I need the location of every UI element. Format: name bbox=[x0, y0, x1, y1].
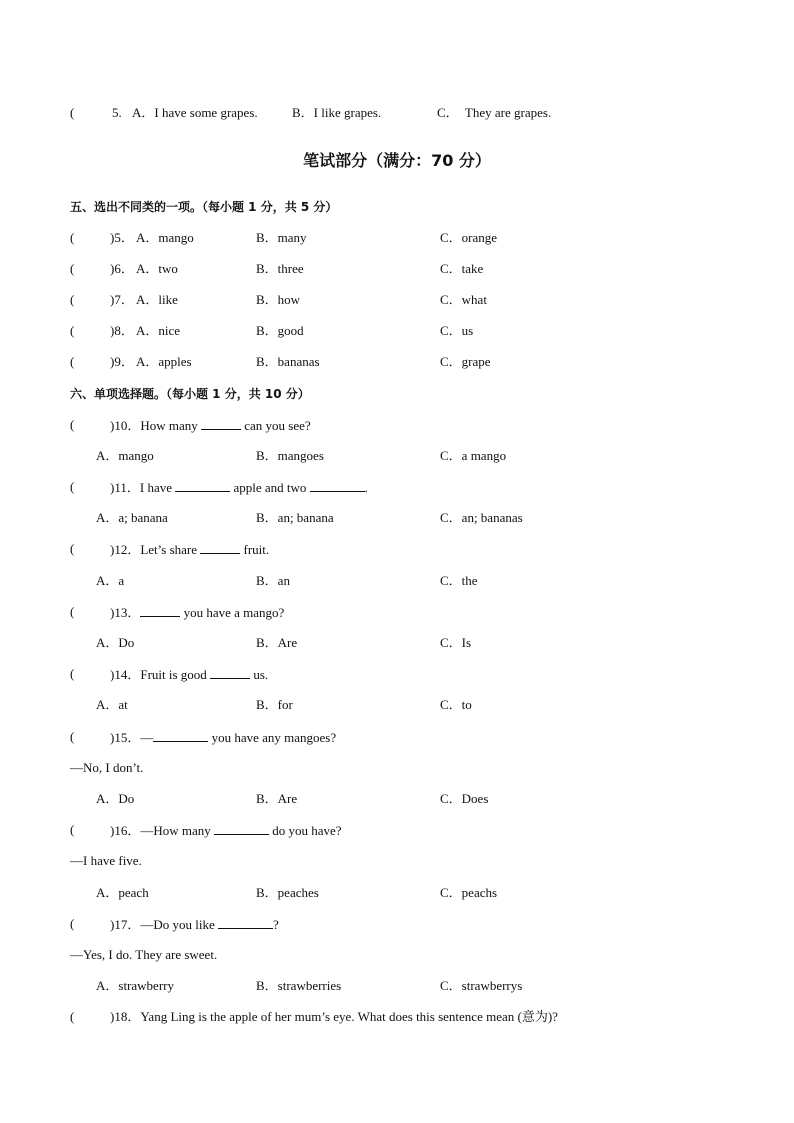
answer-paren: ( bbox=[70, 1009, 75, 1024]
option-b: B．I like grapes. bbox=[292, 105, 382, 120]
answer-blank bbox=[210, 666, 250, 679]
option-a: A．mango bbox=[96, 448, 154, 463]
answer-blank bbox=[310, 479, 365, 492]
section-6-title: 六、单项选择题。（每小题 1 分，共 10 分） bbox=[70, 387, 310, 401]
option-c: C．Does bbox=[440, 791, 489, 806]
answer-paren: ( bbox=[70, 541, 75, 556]
option-c: C．a mango bbox=[440, 448, 507, 463]
item-number: )9． bbox=[110, 354, 134, 369]
option-b: B．for bbox=[256, 697, 293, 712]
stem: )15．— you have any mangoes? bbox=[110, 730, 337, 745]
answer-blank bbox=[218, 916, 273, 929]
answer-paren: ( bbox=[70, 729, 75, 744]
answer-paren: ( bbox=[70, 822, 75, 837]
answer-paren: ( bbox=[70, 261, 75, 276]
option-c: C．us bbox=[440, 323, 474, 338]
answer-paren: ( bbox=[70, 916, 75, 931]
answer-paren: ( bbox=[70, 604, 75, 619]
written-part-title: 笔试部分（满分：70 分） bbox=[303, 151, 491, 170]
option-c: C．grape bbox=[440, 354, 491, 369]
stem: )10．How many can you see? bbox=[110, 418, 311, 433]
answer-paren: ( bbox=[70, 230, 75, 245]
item-number: )7． bbox=[110, 292, 134, 307]
option-c: C．to bbox=[440, 697, 472, 712]
option-a: A．nice bbox=[136, 323, 181, 338]
option-a: A．two bbox=[136, 261, 178, 276]
option-b: B．Are bbox=[256, 635, 298, 650]
option-b: B．three bbox=[256, 261, 304, 276]
answer-blank bbox=[175, 479, 230, 492]
option-a: A．mango bbox=[136, 230, 194, 245]
answer-blank bbox=[201, 417, 241, 430]
question-stem: 5. bbox=[112, 105, 122, 120]
option-c: C．peachs bbox=[440, 885, 498, 900]
stem: )14．Fruit is good us. bbox=[110, 667, 269, 682]
option-a: A．peach bbox=[96, 885, 149, 900]
option-c: C．an; bananas bbox=[440, 510, 523, 525]
answer-blank bbox=[140, 604, 180, 617]
answer-paren: ( bbox=[70, 354, 75, 369]
option-a: A．strawberry bbox=[96, 978, 174, 993]
reply-line: —I have five. bbox=[70, 853, 142, 868]
answer-paren: ( bbox=[70, 479, 75, 494]
stem: )18．Yang Ling is the apple of her mum’s eye. What does this sentence mean (意为)? bbox=[110, 1009, 558, 1024]
reply-line: —Yes, I do. They are sweet. bbox=[70, 947, 218, 962]
answer-paren: ( bbox=[70, 105, 75, 120]
section-5-title: 五、选出不同类的一项。（每小题 1 分，共 5 分） bbox=[70, 200, 338, 214]
option-c: C．what bbox=[440, 292, 487, 307]
stem: )11．I have apple and two . bbox=[110, 480, 368, 495]
stem: )13． you have a mango? bbox=[110, 605, 285, 620]
option-c: C．orange bbox=[440, 230, 498, 245]
item-number: )6． bbox=[110, 261, 134, 276]
option-b: B．Are bbox=[256, 791, 298, 806]
option-b: B．an; banana bbox=[256, 510, 334, 525]
stem: )17．—Do you like ? bbox=[110, 917, 279, 932]
reply-line: —No, I don’t. bbox=[70, 760, 144, 775]
option-b: B．bananas bbox=[256, 354, 320, 369]
answer-paren: ( bbox=[70, 666, 75, 681]
answer-paren: ( bbox=[70, 323, 75, 338]
option-b: B．mangoes bbox=[256, 448, 324, 463]
option-a: A．like bbox=[136, 292, 178, 307]
option-b: B．how bbox=[256, 292, 301, 307]
stem: )16．—How many do you have? bbox=[110, 823, 342, 838]
option-b: B．strawberries bbox=[256, 978, 342, 993]
option-c: C．take bbox=[440, 261, 484, 276]
option-b: B．an bbox=[256, 573, 290, 588]
answer-paren: ( bbox=[70, 292, 75, 307]
answer-blank bbox=[200, 541, 240, 554]
answer-blank bbox=[214, 822, 269, 835]
option-b: B．peaches bbox=[256, 885, 319, 900]
option-c: C．Is bbox=[440, 635, 472, 650]
answer-blank bbox=[153, 729, 208, 742]
option-a: A．I have some grapes. bbox=[132, 105, 258, 120]
option-b: B．many bbox=[256, 230, 307, 245]
item-number: )5． bbox=[110, 230, 134, 245]
option-a: A．apples bbox=[136, 354, 192, 369]
item-number: )8． bbox=[110, 323, 134, 338]
option-c: C．strawberrys bbox=[440, 978, 523, 993]
option-a: A．Do bbox=[96, 635, 135, 650]
option-c: C．the bbox=[440, 573, 478, 588]
option-c: C． They are grapes. bbox=[437, 105, 552, 120]
option-a: A．a bbox=[96, 573, 125, 588]
option-b: B．good bbox=[256, 323, 304, 338]
answer-paren: ( bbox=[70, 417, 75, 432]
option-a: A．at bbox=[96, 697, 128, 712]
option-a: A．Do bbox=[96, 791, 135, 806]
stem: )12．Let’s share fruit. bbox=[110, 542, 270, 557]
option-a: A．a; banana bbox=[96, 510, 168, 525]
